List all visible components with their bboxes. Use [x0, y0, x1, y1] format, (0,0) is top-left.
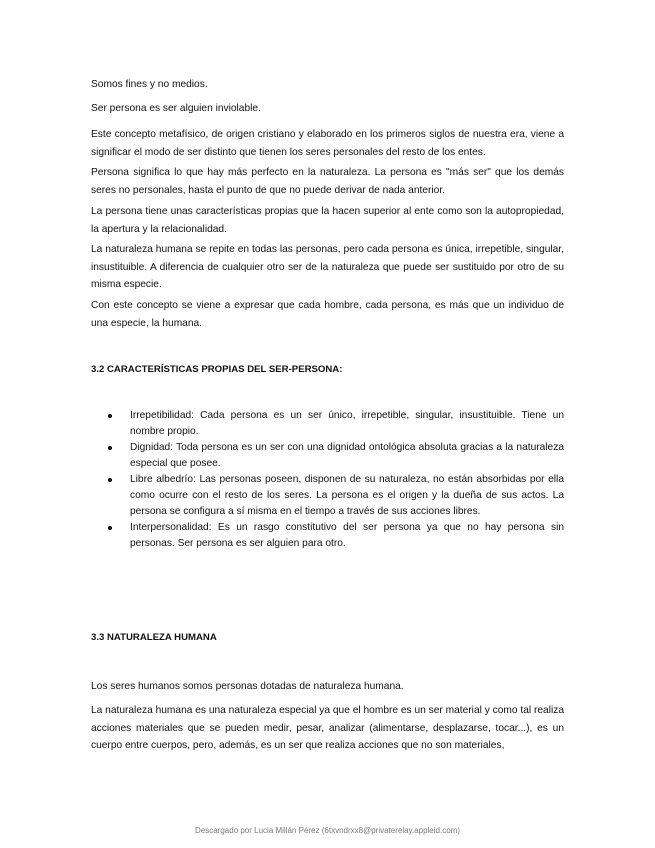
intro-paragraph-1: Somos fines y no medios. — [91, 79, 208, 90]
section-3-3-paragraph-2: La naturaleza humana es una naturaleza especial ya que el hombre es un ser material y como tal realiza acciones materiales que se pueden medir, pesar, analizar (alimentarse, desplazarse, tocar...), es un cuerpo entre cuerpos, pero, además, es un ser que realiza acciones que no son materiales, — [91, 705, 564, 751]
list-item-text: Irrepetibilidad: Cada persona es un ser único, irrepetible, singular, insustituible. Tiene un nombre propio. — [130, 410, 564, 437]
list-item — [91, 472, 564, 520]
characteristics-list — [91, 408, 564, 552]
bullet-icon — [108, 414, 112, 418]
section-heading-3-2: 3.2 CARACTERÍSTICAS PROPIAS DEL SER-PERSONA: — [91, 364, 343, 375]
intro-paragraph-5: La persona tiene unas características propias que la hacen superior al ente como son la autopropiedad, la apertura y la relacionalidad. — [91, 206, 564, 235]
intro-paragraph-3: Este concepto metafísico, de origen cristiano y elaborado en los primeros siglos de nuestra era, viene a significar el modo de ser distinto que tienen los seres personales del resto de los entes. — [91, 129, 564, 158]
bullet-icon — [108, 446, 112, 450]
intro-paragraph-7: Con este concepto se viene a expresar que cada hombre, cada persona, es más que un individuo de una especie, la humana. — [91, 300, 564, 329]
list-item-text: Libre albedrío: Las personas poseen, disponen de su naturaleza, no están absorbidas por ella como ocurre con el resto de los seres. La persona es el origen y la dueña de sus actos. La persona se configura a sí misma en el tiempo a través de sus acciones libres. — [130, 474, 564, 517]
intro-paragraph-2: Ser persona es ser alguien inviolable. — [91, 103, 261, 114]
bullet-icon — [108, 478, 112, 482]
section-heading-3-3: 3.3 NATURALEZA HUMANA — [91, 632, 217, 643]
intro-paragraph-6: La naturaleza humana se repite en todas las personas, pero cada persona es única, irrepetible, singular, insustituible. A diferencia de cualquier otro ser de la naturaleza que puede ser sustituido por otro de su misma especie. — [91, 244, 564, 290]
list-item — [91, 408, 564, 440]
list-item — [91, 520, 564, 552]
download-footer: Descargado por Lucia Millán Pérez (6txvndrxx8@privaterelay.appleid.com) — [195, 826, 460, 835]
intro-paragraph-4: Persona significa lo que hay más perfecto en la naturaleza. La persona es "más ser" que los demás seres no personales, hasta el punto de que no puede derivar de nada anterior. — [91, 167, 564, 196]
list-item-text: Interpersonalidad: Es un rasgo constitutivo del ser persona ya que no hay persona sin personas. Ser persona es ser alguien para otro. — [130, 522, 564, 549]
section-3-3-paragraph-1: Los seres humanos somos personas dotadas de naturaleza humana. — [91, 681, 404, 692]
bullet-icon — [108, 526, 112, 530]
list-item-text: Dignidad: Toda persona es un ser con una dignidad ontológica absoluta gracias a la naturaleza especial que posee. — [130, 442, 564, 469]
list-item — [91, 440, 564, 472]
